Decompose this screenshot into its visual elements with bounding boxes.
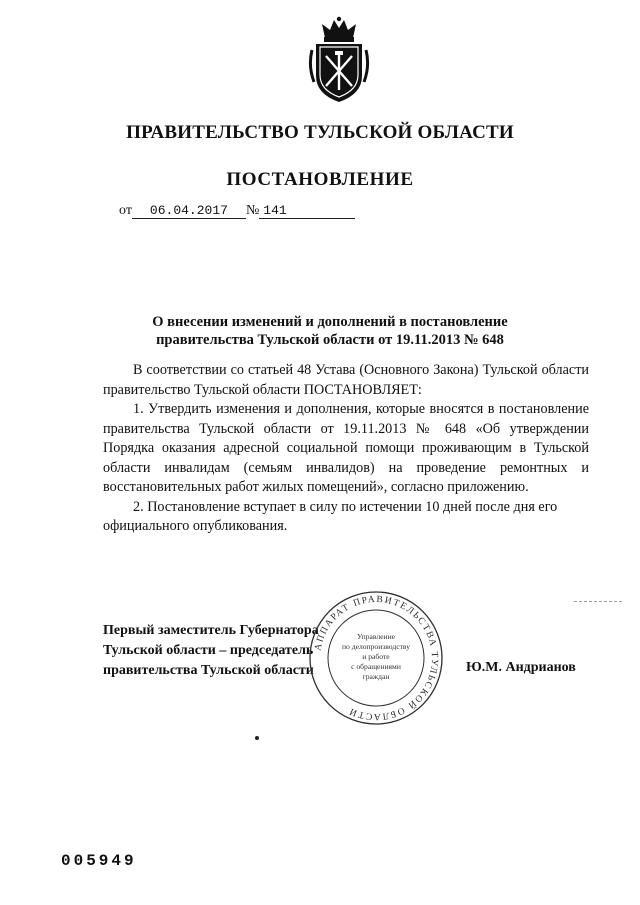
organization-title: ПРАВИТЕЛЬСТВО ТУЛЬСКОЙ ОБЛАСТИ: [126, 122, 514, 143]
document-body: [103, 361, 589, 537]
signatory-name: Ю.М. Андрианов: [466, 660, 576, 675]
document-serial-number: 005949: [61, 852, 137, 870]
subject-line-1: О внесении изменений и дополнений в постановление: [152, 314, 508, 330]
signatory-title-line-3: правительства Тульской области: [103, 663, 314, 678]
document-type: ПОСТАНОВЛЕНИЕ: [226, 169, 414, 190]
signatory-title: [103, 621, 319, 681]
body-item-2: 2. Постановление вступает в силу по истечении 10 дней после дня его официального опубликования.: [103, 498, 558, 534]
scan-artifact-line: [574, 601, 622, 602]
date-prefix: от: [119, 203, 132, 218]
official-stamp: [308, 590, 444, 726]
stamp-center-line-2: по делопроизводству: [341, 642, 411, 651]
signatory-title-line-2: Тульской области – председатель: [103, 643, 314, 658]
document-number: 141: [259, 203, 355, 219]
stamp-center-line-4: с обращениями: [351, 662, 401, 671]
subject-line-2: правительства Тульской области от 19.11.2013 № 648: [156, 332, 504, 348]
stamp-center-line-5: граждан: [362, 672, 390, 681]
document-meta: [119, 203, 355, 219]
document-subject: [100, 313, 560, 349]
signatory-title-line-1: Первый заместитель Губернатора: [103, 623, 319, 638]
ink-dot: [255, 736, 259, 740]
stamp-ring-text: АППАРАТ ПРАВИТЕЛЬСТВА ТУЛЬСКОЙ ОБЛАСТИ: [313, 594, 440, 722]
stamp-center-line-3: и работе: [362, 652, 390, 661]
tula-coat-of-arms-icon: [308, 16, 370, 106]
body-preamble: В соответствии со статьей 48 Устава (Основного Закона) Тульской области правительство Тульской области ПОСТАНОВЛЯЕТ:: [103, 362, 589, 398]
stamp-center-line-1: Управление: [356, 632, 396, 641]
number-prefix: №: [245, 203, 260, 218]
document-date: 06.04.2017: [132, 203, 246, 219]
body-item-1: 1. Утвердить изменения и дополнения, которые вносятся в постановление правительства Тульской области от 19.11.2013 № 648 «Об утверждении Порядка оказания адресной социальной помощи проживающим в Тульской области инвалидам (семьям инвалидов) на проведение ремонтных и восстановительных работ жилых помещений», согласно приложению.: [103, 401, 589, 495]
